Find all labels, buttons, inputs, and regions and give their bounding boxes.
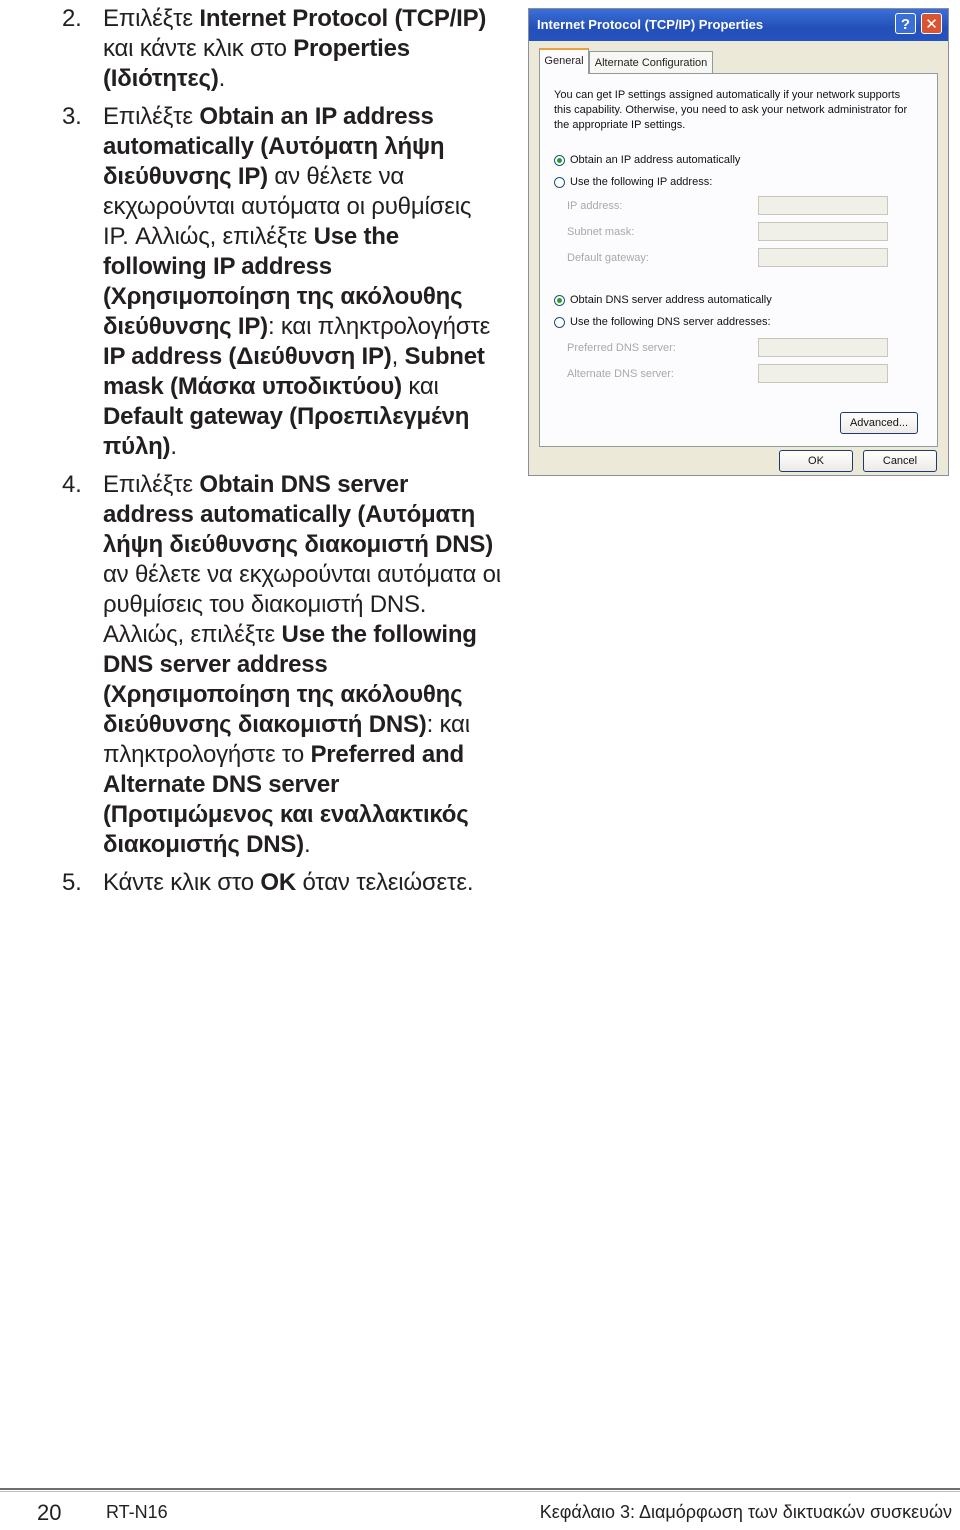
- step-number: 3.: [62, 103, 82, 130]
- step-text: : και πληκτρολογήστε: [267, 313, 491, 340]
- tab-alternate-configuration[interactable]: Alternate Configuration: [589, 51, 713, 73]
- ip-address-label: IP address:: [567, 200, 623, 212]
- step-text: ,: [391, 343, 405, 370]
- advanced-button[interactable]: Advanced...: [840, 412, 918, 434]
- tab-general[interactable]: General: [539, 48, 589, 74]
- step-text-bold: Use the following DNS server address (Χρησιμοποίηση της ακόλουθης διεύθυνσης διακομιστή DNS): [103, 621, 477, 738]
- step-text: Κάντε κλικ στο: [103, 869, 261, 896]
- step-number: 2.: [62, 5, 82, 32]
- tcpip-properties-dialog: [528, 8, 949, 476]
- subnet-mask-field[interactable]: [758, 222, 888, 241]
- step-text: όταν τελειώσετε.: [296, 869, 474, 896]
- ok-button[interactable]: OK: [779, 450, 853, 472]
- cancel-button[interactable]: Cancel: [863, 450, 937, 472]
- step-text-bold: Preferred and Alternate DNS server (Προτιμώμενος και εναλλακτικός διακομιστής DNS): [103, 741, 469, 858]
- chapter-title: Κεφάλαιο 3: Διαμόρφωση των δικτυακών συσκευών: [539, 1502, 952, 1522]
- step-text: .: [303, 831, 311, 858]
- radio-selected-icon[interactable]: [554, 295, 565, 306]
- step-text: αν θέλετε να εκχωρούνται αυτόματα οι ρυθμίσεις του διακομιστή DNS. Αλλιώς, επιλέξτε: [103, 561, 501, 648]
- step-text: Επιλέξτε: [103, 5, 200, 32]
- step-text: Επιλέξτε: [103, 103, 200, 130]
- step-5: [62, 868, 502, 898]
- step-text-bold: IP address (Διεύθυνση IP): [103, 343, 392, 370]
- step-text-bold: Internet Protocol (TCP/IP): [199, 5, 487, 32]
- default-gateway-label: Default gateway:: [567, 252, 649, 264]
- step-text-bold: Use the following IP address (Χρησιμοποίηση της ακόλουθης διεύθυνσης IP): [103, 223, 463, 340]
- obtain-dns-label: Obtain DNS server address automatically: [570, 294, 772, 306]
- step-text-bold: OK: [260, 869, 297, 896]
- ip-address-field[interactable]: [758, 196, 888, 215]
- step-text: : και πληκτρολογήστε το: [103, 711, 470, 768]
- step-number: 4.: [62, 471, 82, 498]
- step-text-bold: Obtain an IP address automatically (Αυτόματη λήψη διεύθυνσης IP): [103, 103, 445, 190]
- step-number: 5.: [62, 869, 82, 896]
- footer-divider-thin: [0, 1491, 960, 1492]
- model-name: RT-N16: [106, 1502, 168, 1522]
- step-4: [62, 470, 502, 860]
- step-text: .: [170, 433, 177, 460]
- alternate-dns-label: Alternate DNS server:: [567, 368, 674, 380]
- dialog-title: Internet Protocol (TCP/IP) Properties: [537, 17, 764, 32]
- default-gateway-field[interactable]: [758, 248, 888, 267]
- step-text: και: [401, 373, 439, 400]
- radio-selected-icon[interactable]: [554, 155, 565, 166]
- obtain-ip-label: Obtain an IP address automatically: [570, 154, 741, 166]
- step-text: και κάντε κλικ στο: [103, 35, 294, 62]
- footer-divider: [0, 1488, 960, 1490]
- dialog-titlebar: [529, 9, 948, 41]
- step-text: αν θέλετε να εκχωρούνται αυτόματα οι ρυθμίσεις IP. Αλλιώς, επιλέξτε: [103, 163, 472, 250]
- step-text: Επιλέξτε: [103, 471, 200, 498]
- obtain-ip-option[interactable]: [554, 154, 740, 166]
- use-dns-label: Use the following DNS server addresses:: [570, 316, 771, 328]
- step-text-bold: Subnet mask (Μάσκα υποδικτύου): [103, 343, 485, 400]
- alternate-dns-field[interactable]: [758, 364, 888, 383]
- preferred-dns-field[interactable]: [758, 338, 888, 357]
- page-number: 20: [37, 1500, 62, 1525]
- use-dns-option[interactable]: [554, 316, 771, 328]
- use-ip-label: Use the following IP address:: [570, 176, 713, 188]
- close-icon[interactable]: ✕: [921, 13, 942, 34]
- subnet-mask-label: Subnet mask:: [567, 226, 635, 238]
- obtain-dns-option[interactable]: [554, 294, 772, 306]
- step-3: [62, 102, 502, 462]
- help-icon[interactable]: ?: [895, 13, 916, 34]
- use-ip-option[interactable]: [554, 176, 712, 188]
- preferred-dns-label: Preferred DNS server:: [567, 342, 676, 354]
- step-2: [62, 4, 502, 94]
- step-text-bold: Obtain DNS server address automatically (Αυτόματη λήψη διεύθυνσης διακομιστή DNS): [103, 471, 494, 558]
- general-panel: [539, 73, 938, 447]
- radio-unselected-icon[interactable]: [554, 177, 565, 188]
- instruction-steps: [62, 4, 502, 906]
- radio-unselected-icon[interactable]: [554, 317, 565, 328]
- step-text-bold: Properties (Ιδιότητες): [103, 35, 410, 92]
- step-text-bold: Default gateway (Προεπιλεγμένη πύλη): [103, 403, 470, 460]
- step-text: .: [218, 65, 226, 92]
- dialog-description: You can get IP settings assigned automatically if your network supports this capability. Otherwise, you need to ask your network administrator for the appropriate IP settings.: [554, 89, 908, 131]
